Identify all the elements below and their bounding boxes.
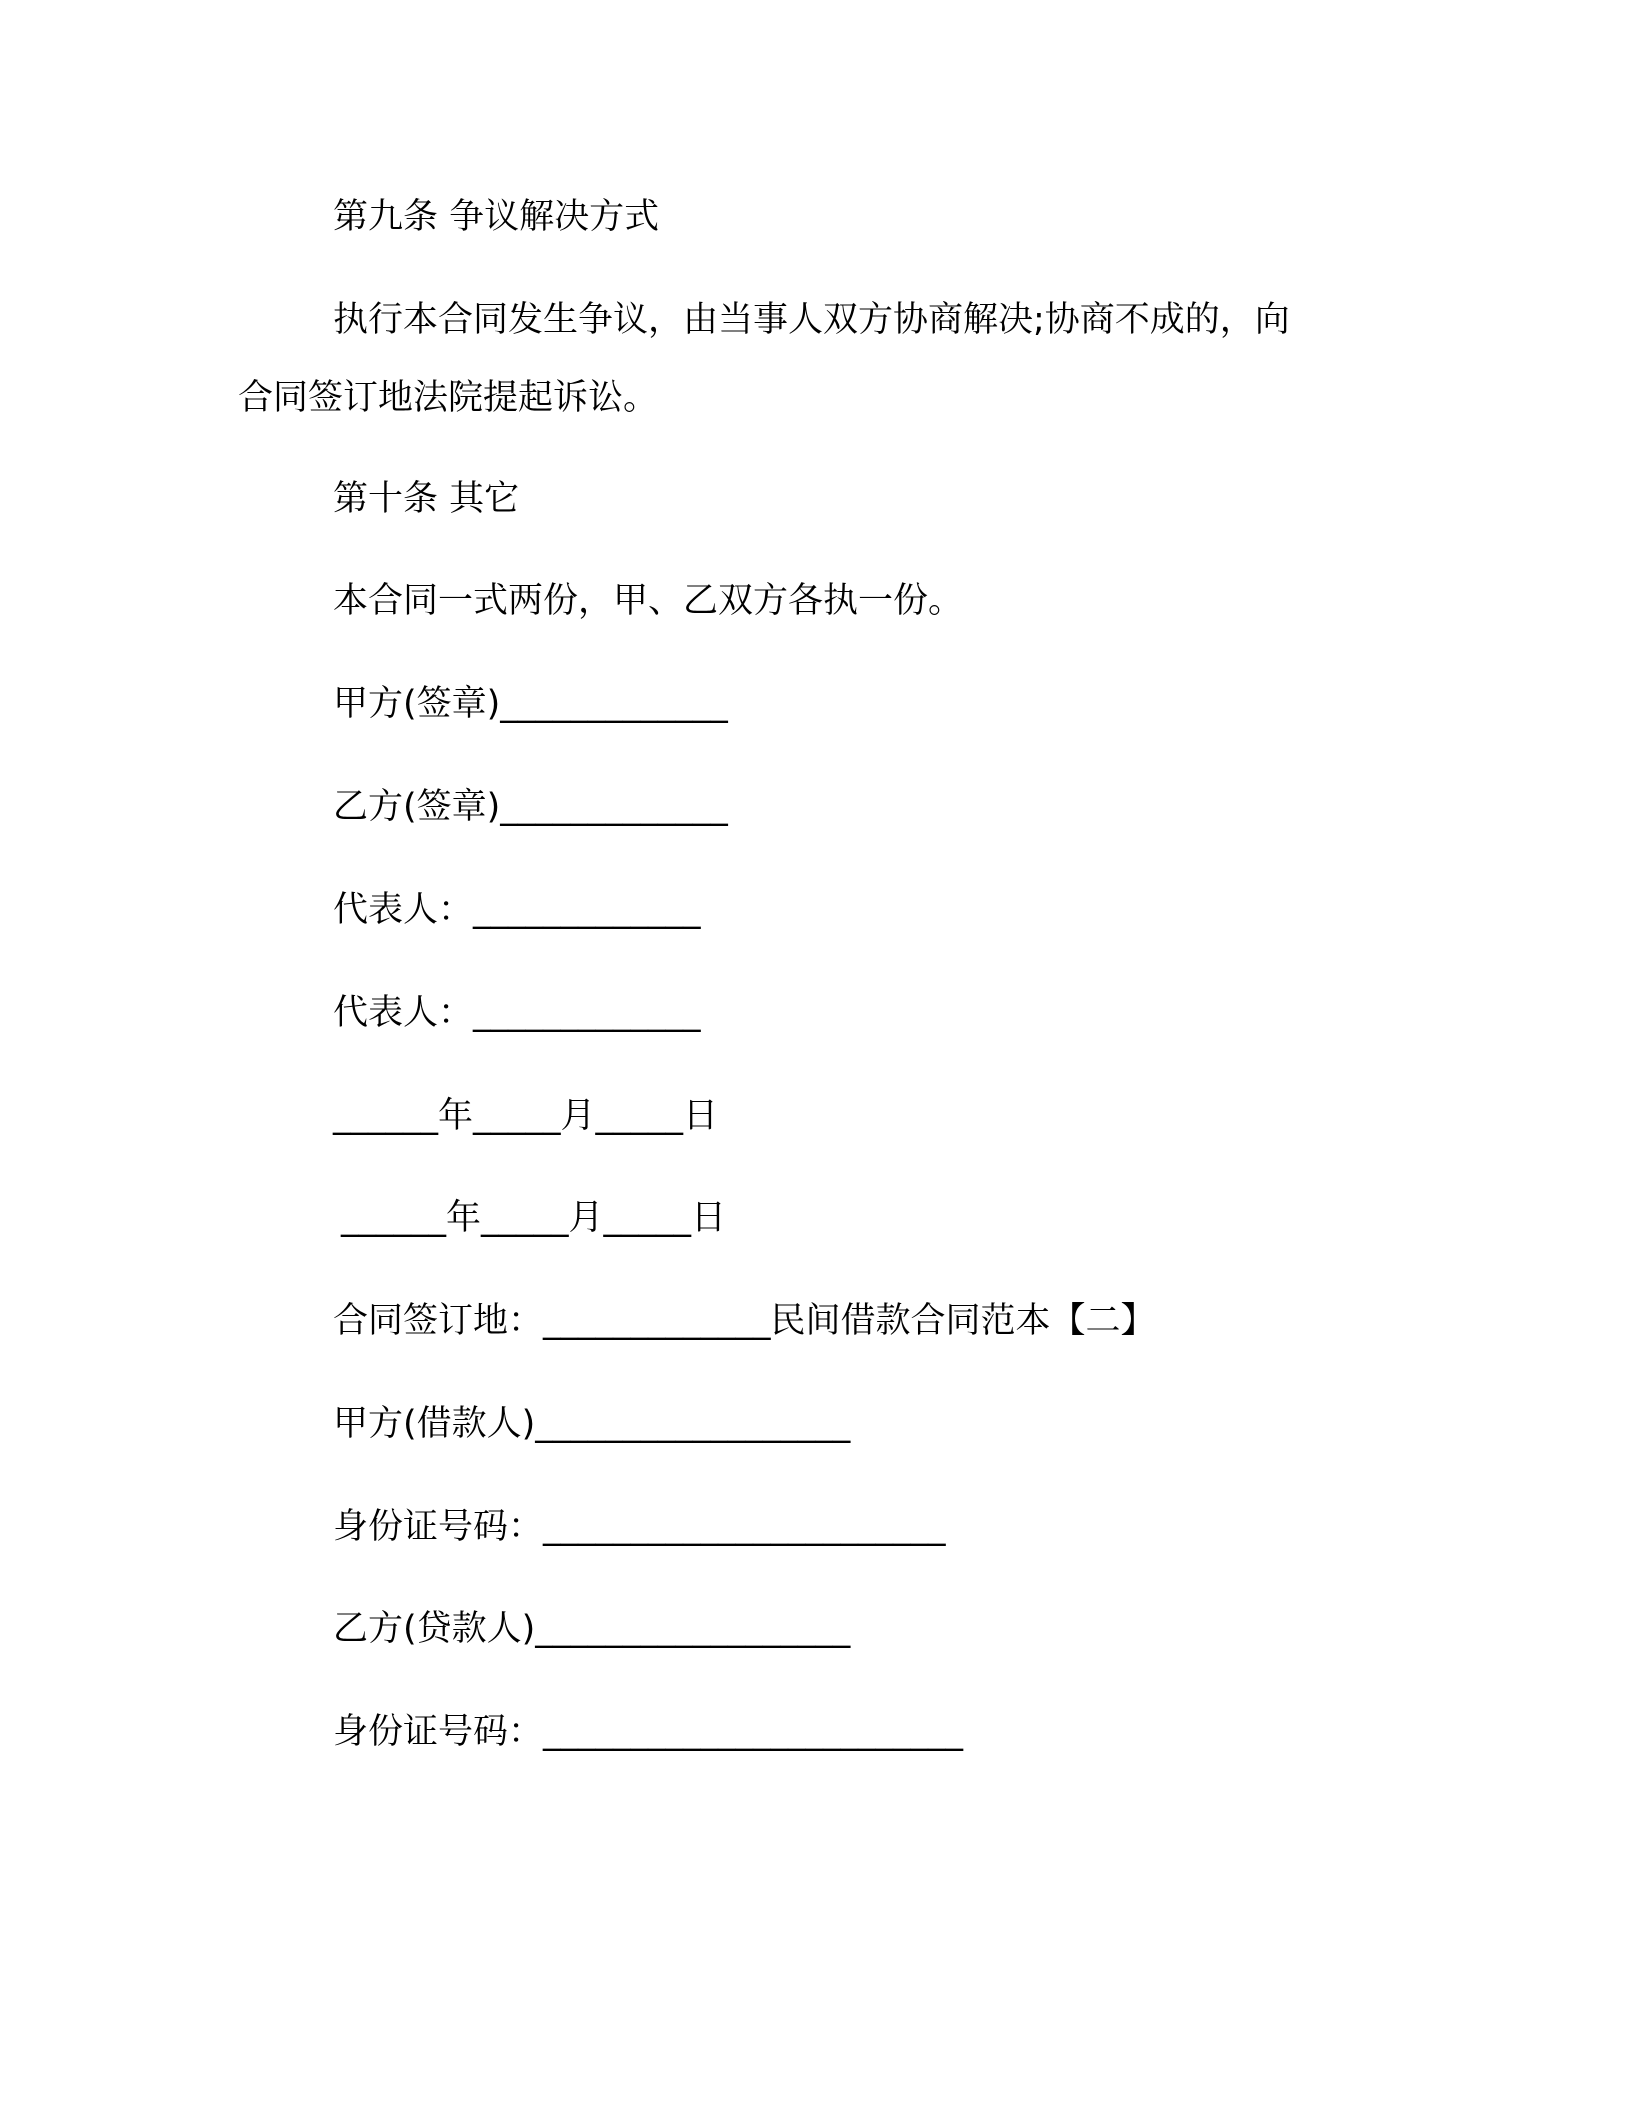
article-10-body: 本合同一式两份，甲、乙双方各执一份。	[333, 581, 964, 621]
article-10-heading: 第十条 其它	[333, 479, 520, 519]
signing-place-line: 合同签订地：_____________民间借款合同范本【二】	[333, 1301, 1156, 1341]
article-9-body-line-1: 执行本合同发生争议，由当事人双方协商解决;协商不成的，向	[333, 300, 1290, 340]
date-line-2: ______年_____月_____日	[341, 1198, 727, 1238]
lender-line: 乙方(贷款人)__________________	[333, 1609, 851, 1649]
article-9-body-line-2: 合同签订地法院提起诉讼。	[238, 378, 659, 418]
party-a-seal-line: 甲方(签章)_____________	[333, 684, 728, 724]
borrower-line: 甲方(借款人)__________________	[333, 1404, 851, 1444]
article-9-heading: 第九条 争议解决方式	[333, 197, 660, 237]
borrower-id-line: 身份证号码：_______________________	[333, 1507, 946, 1547]
representative-line-1: 代表人：_____________	[333, 890, 701, 930]
party-b-seal-line: 乙方(签章)_____________	[333, 787, 728, 827]
date-line-1: ______年_____月_____日	[333, 1096, 719, 1136]
lender-id-line: 身份证号码：________________________	[333, 1712, 964, 1752]
representative-line-2: 代表人：_____________	[333, 993, 701, 1033]
